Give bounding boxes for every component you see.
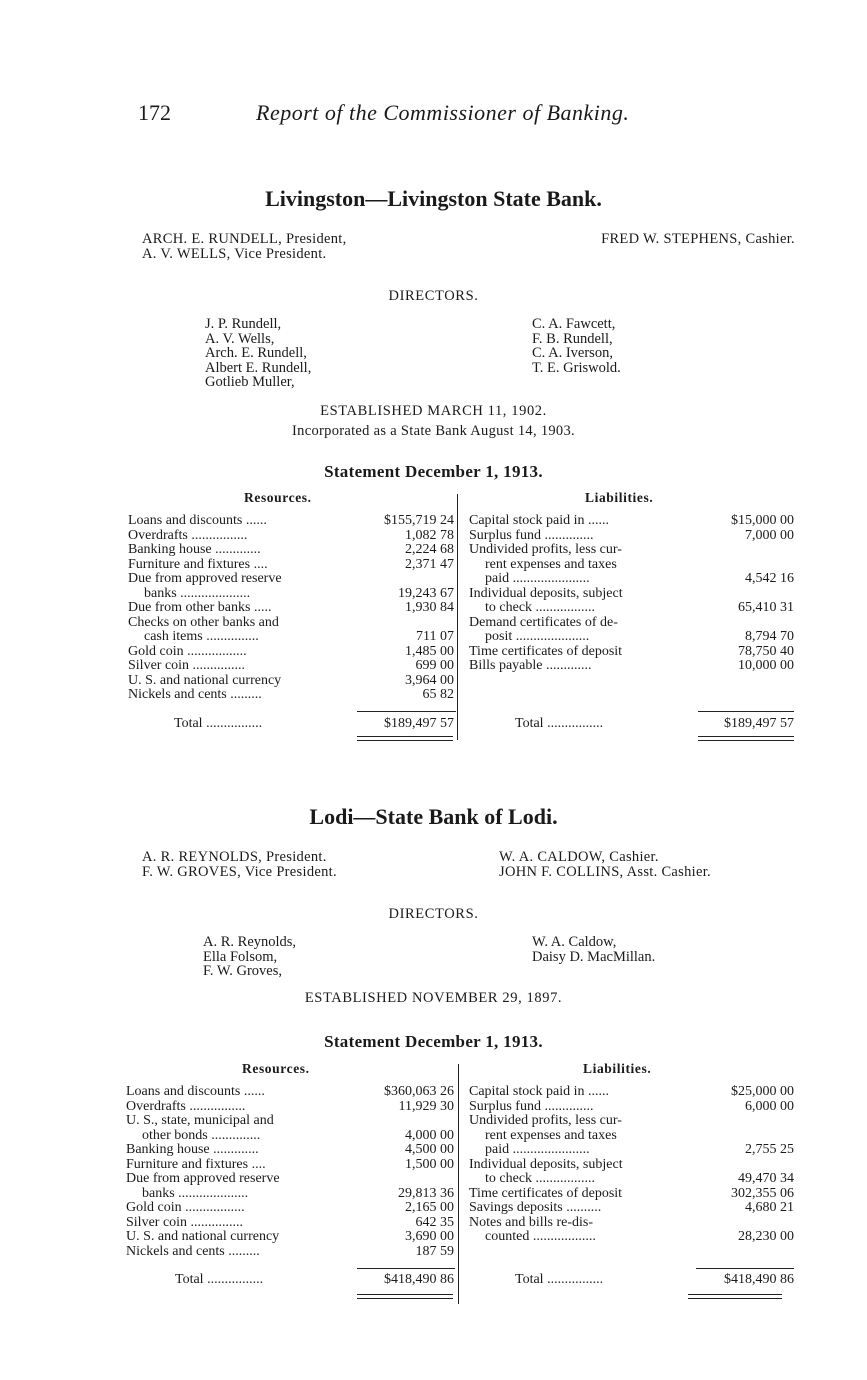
total-rule	[357, 711, 456, 712]
ledger-amount: 2,165 00	[405, 1200, 454, 1215]
double-rule	[357, 1294, 453, 1299]
ledger-label: posit .....................	[485, 629, 590, 644]
ledger-amount: 49,470 34	[738, 1171, 794, 1186]
bank-title: Lodi—State Bank of Lodi.	[309, 804, 558, 829]
ledger-amount: 699 00	[415, 658, 454, 673]
officer-line: ARCH. E. RUNDELL, President,	[142, 231, 347, 247]
established-line: ESTABLISHED NOVEMBER 29, 1897.	[304, 990, 563, 1006]
director-name: C. A. Iverson,	[532, 345, 613, 362]
ledger-row	[128, 616, 456, 631]
ledger-row	[126, 1129, 456, 1144]
ledger-label: counted ..................	[485, 1229, 596, 1244]
ledger-amount: 65 82	[422, 687, 454, 702]
officer-line: JOHN F. COLLINS, Asst. Cashier.	[499, 864, 711, 880]
ledger-label: Individual deposits, subject	[469, 585, 623, 601]
ledger-amount: 2,224 68	[405, 542, 454, 557]
ledger-label: Gold coin .................	[128, 643, 247, 659]
ledger-amount: 28,230 00	[738, 1229, 794, 1244]
ledger-row	[469, 1129, 796, 1144]
officers-right	[499, 850, 711, 880]
ledger-label: Overdrafts ................	[128, 527, 248, 543]
ledger-amount: $155,719 24	[384, 513, 454, 528]
director-name: Arch. E. Rundell,	[205, 345, 307, 362]
ledger-row	[469, 645, 796, 660]
ledger-label: rent expenses and taxes	[485, 1127, 617, 1143]
ledger-label: U. S. and national currency	[128, 672, 282, 688]
ledger-label: Surplus fund ..............	[469, 1098, 594, 1114]
established-line: ESTABLISHED MARCH 11, 1902.	[320, 403, 547, 419]
director-name: F. W. Groves,	[203, 963, 282, 980]
ledger-row	[128, 630, 456, 645]
statement-title: Statement December 1, 1913.	[324, 462, 543, 481]
ledger-label: U. S. and national currency	[126, 1229, 280, 1244]
ledger-row	[128, 688, 456, 703]
ledger-row	[469, 1216, 796, 1231]
officer-line: A. R. REYNOLDS, President.	[142, 849, 327, 865]
total-rule	[696, 1268, 794, 1269]
ledger-amount: 78,750 40	[738, 643, 794, 659]
ledger-row	[126, 1172, 456, 1187]
ledger-amount: $360,063 26	[384, 1084, 454, 1099]
ledger-label: Demand certificates of de-	[469, 614, 618, 630]
ledger-row	[128, 572, 456, 587]
directors-left	[205, 317, 311, 390]
double-rule	[688, 1294, 782, 1299]
ledger-row	[469, 558, 796, 573]
double-rule	[357, 736, 453, 741]
ledger-row	[128, 601, 456, 616]
ledger-row	[469, 1143, 796, 1158]
ledger-label: Capital stock paid in ......	[469, 513, 609, 528]
director-name: Gotlieb Muller,	[205, 374, 295, 391]
total-rule	[698, 711, 794, 712]
ledger-label: cash items ...............	[144, 629, 259, 644]
ledger-row	[469, 1114, 796, 1129]
ledger-row	[469, 1172, 796, 1187]
ledger-amount: 4,500 00	[405, 1142, 454, 1157]
resources-total-label: Total ................	[175, 1272, 264, 1287]
ledger-amount: 642 35	[415, 1214, 454, 1230]
ledger-label: Due from approved reserve	[126, 1171, 280, 1186]
ledger-label: Bills payable .............	[469, 658, 592, 673]
ledger-label: Savings deposits ..........	[469, 1200, 602, 1215]
director-name: A. R. Reynolds,	[203, 934, 297, 950]
resources-table	[126, 1085, 456, 1259]
director-name: T. E. Griswold.	[532, 359, 621, 376]
ledger-label: rent expenses and taxes	[485, 556, 617, 572]
ledger-label: banks ....................	[144, 585, 251, 601]
director-name: W. A. Caldow,	[532, 934, 617, 950]
liabilities-heading: Liabilities.	[583, 1061, 652, 1076]
ledger-label: Loans and discounts ......	[126, 1084, 265, 1099]
ledger-row	[126, 1187, 456, 1202]
ledger-label: Capital stock paid in ......	[469, 1084, 609, 1099]
ledger-amount: $25,000 00	[731, 1084, 794, 1099]
ledger-amount: 302,355 06	[731, 1185, 794, 1201]
liabilities-total-label: Total ................	[515, 1272, 604, 1287]
director-name: F. B. Rundell,	[532, 330, 613, 347]
ledger-label: Notes and bills re-dis-	[469, 1214, 594, 1230]
ledger-row	[126, 1143, 456, 1158]
ledger-label: paid ......................	[485, 571, 590, 586]
director-name: J. P. Rundell,	[205, 316, 282, 332]
ledger-row	[128, 645, 456, 660]
ledger-row	[126, 1245, 456, 1260]
incorporated-line: Incorporated as a State Bank August 14, 1903.	[292, 423, 575, 439]
ledger-label: Silver coin ...............	[128, 658, 246, 673]
ledger-row	[126, 1230, 456, 1245]
resources-total: $189,497 57	[384, 716, 454, 731]
ledger-label: Banking house .............	[126, 1142, 259, 1157]
ledger-row	[126, 1216, 456, 1231]
ledger-row	[469, 587, 796, 602]
ledger-amount: 8,794 70	[745, 629, 794, 644]
ledger-label: Loans and discounts ......	[128, 513, 267, 528]
total-rule	[357, 1268, 455, 1269]
ledger-amount: 4,000 00	[405, 1127, 454, 1143]
director-name: Daisy D. MacMillan.	[532, 948, 656, 965]
ledger-amount: 65,410 31	[738, 600, 794, 615]
ledger-label: U. S., state, municipal and	[126, 1113, 274, 1128]
double-rule	[698, 736, 794, 741]
liabilities-total: $418,490 86	[724, 1272, 794, 1287]
ledger-amount: 1,082 78	[405, 527, 454, 543]
ledger-label: Undivided profits, less cur-	[469, 1113, 622, 1128]
resources-total-label: Total ................	[174, 716, 263, 731]
directors-left	[203, 935, 296, 979]
ledger-label: Nickels and cents .........	[128, 687, 262, 702]
ledger-label: paid ......................	[485, 1142, 590, 1157]
ledger-row	[469, 601, 796, 616]
ledger-row	[469, 630, 796, 645]
ledger-row	[469, 529, 796, 544]
ledger-row	[469, 659, 796, 674]
ledger-amount: 6,000 00	[745, 1098, 794, 1114]
ledger-label: Individual deposits, subject	[469, 1156, 623, 1172]
director-name: C. A. Fawcett,	[532, 316, 616, 332]
ledger-amount: 3,964 00	[405, 672, 454, 688]
ledger-amount: 10,000 00	[738, 658, 794, 673]
ledger-row	[469, 514, 796, 529]
ledger-label: Due from approved reserve	[128, 571, 282, 586]
ledger-row	[469, 1201, 796, 1216]
officer-line: FRED W. STEPHENS, Cashier.	[601, 231, 795, 247]
bank-title: Livingston—Livingston State Bank.	[265, 186, 602, 211]
ledger-row	[128, 543, 456, 558]
ledger-row	[469, 543, 796, 558]
director-name: Albert E. Rundell,	[205, 359, 312, 376]
officer-line: W. A. CALDOW, Cashier.	[499, 849, 659, 865]
ledger-label: Undivided profits, less cur-	[469, 542, 622, 557]
liabilities-total-label: Total ................	[515, 716, 604, 731]
ledger-row	[469, 1100, 796, 1115]
ledger-row	[469, 1158, 796, 1173]
officer-line: F. W. GROVES, Vice President.	[142, 864, 337, 880]
ledger-label: Furniture and fixtures ....	[128, 556, 268, 572]
ledger-row	[128, 659, 456, 674]
directors-right	[532, 935, 655, 964]
ledger-label: banks ....................	[142, 1185, 249, 1201]
liabilities-table	[469, 514, 796, 674]
ledger-row	[128, 587, 456, 602]
ledger-amount: 4,680 21	[745, 1200, 794, 1215]
resources-table	[128, 514, 456, 703]
liabilities-table	[469, 1085, 796, 1245]
ledger-row	[469, 1085, 796, 1100]
ledger-amount: 2,371 47	[405, 556, 454, 572]
officers-left	[142, 232, 347, 262]
ledger-label: Time certificates of deposit	[469, 643, 623, 659]
director-name: A. V. Wells,	[205, 330, 275, 347]
ledger-row	[126, 1114, 456, 1129]
directors-right	[532, 317, 621, 375]
directors-heading: DIRECTORS.	[388, 288, 479, 304]
resources-heading: Resources.	[244, 490, 312, 505]
ledger-row	[128, 529, 456, 544]
ledger-amount: $15,000 00	[731, 513, 794, 528]
resources-total: $418,490 86	[384, 1272, 454, 1287]
ledger-amount: 11,929 30	[398, 1098, 454, 1114]
ledger-amount: 7,000 00	[745, 527, 794, 543]
ledger-amount: 3,690 00	[405, 1229, 454, 1244]
officers-right	[601, 232, 795, 247]
ledger-label: Checks on other banks and	[128, 614, 279, 630]
ledger-row	[469, 1187, 796, 1202]
director-name: Ella Folsom,	[203, 948, 278, 965]
ledger-label: Banking house .............	[128, 542, 261, 557]
page-number: 172	[138, 100, 171, 125]
ledger-label: other bonds ..............	[142, 1127, 261, 1143]
ledger-label: Furniture and fixtures ....	[126, 1156, 266, 1172]
ledger-amount: 4,542 16	[745, 571, 794, 586]
ledger-row	[128, 674, 456, 689]
directors-heading: DIRECTORS.	[388, 906, 479, 922]
ledger-label: Gold coin .................	[126, 1200, 245, 1215]
column-divider	[458, 1064, 459, 1304]
resources-heading: Resources.	[242, 1061, 310, 1076]
officer-line: A. V. WELLS, Vice President.	[142, 246, 327, 262]
ledger-amount: 2,755 25	[745, 1142, 794, 1157]
ledger-label: Overdrafts ................	[126, 1098, 246, 1114]
ledger-amount: 1,930 84	[405, 600, 454, 615]
ledger-amount: 711 07	[416, 629, 454, 644]
statement-title: Statement December 1, 1913.	[324, 1032, 543, 1051]
ledger-row	[128, 558, 456, 573]
ledger-amount: 187 59	[415, 1243, 454, 1259]
ledger-row	[469, 616, 796, 631]
ledger-label: to check .................	[485, 1171, 596, 1186]
ledger-label: to check .................	[485, 600, 596, 615]
running-title: Report of the Commissioner of Banking.	[256, 100, 630, 125]
ledger-amount: 29,813 36	[398, 1185, 454, 1201]
ledger-label: Nickels and cents .........	[126, 1243, 260, 1259]
liabilities-total: $189,497 57	[724, 716, 794, 731]
ledger-row	[126, 1158, 456, 1173]
officers-left	[142, 850, 337, 880]
ledger-label: Time certificates of deposit	[469, 1185, 623, 1201]
ledger-label: Silver coin ...............	[126, 1214, 244, 1230]
ledger-amount: 1,500 00	[405, 1156, 454, 1172]
running-head	[138, 100, 787, 134]
ledger-amount: 19,243 67	[398, 585, 454, 601]
column-divider	[457, 494, 458, 740]
ledger-row	[469, 572, 796, 587]
ledger-row	[128, 514, 456, 529]
ledger-label: Surplus fund ..............	[469, 527, 594, 543]
liabilities-heading: Liabilities.	[585, 490, 654, 505]
ledger-row	[126, 1085, 456, 1100]
ledger-row	[469, 1230, 796, 1245]
ledger-row	[126, 1100, 456, 1115]
ledger-amount: 1,485 00	[405, 643, 454, 659]
ledger-row	[126, 1201, 456, 1216]
ledger-label: Due from other banks .....	[128, 600, 272, 615]
